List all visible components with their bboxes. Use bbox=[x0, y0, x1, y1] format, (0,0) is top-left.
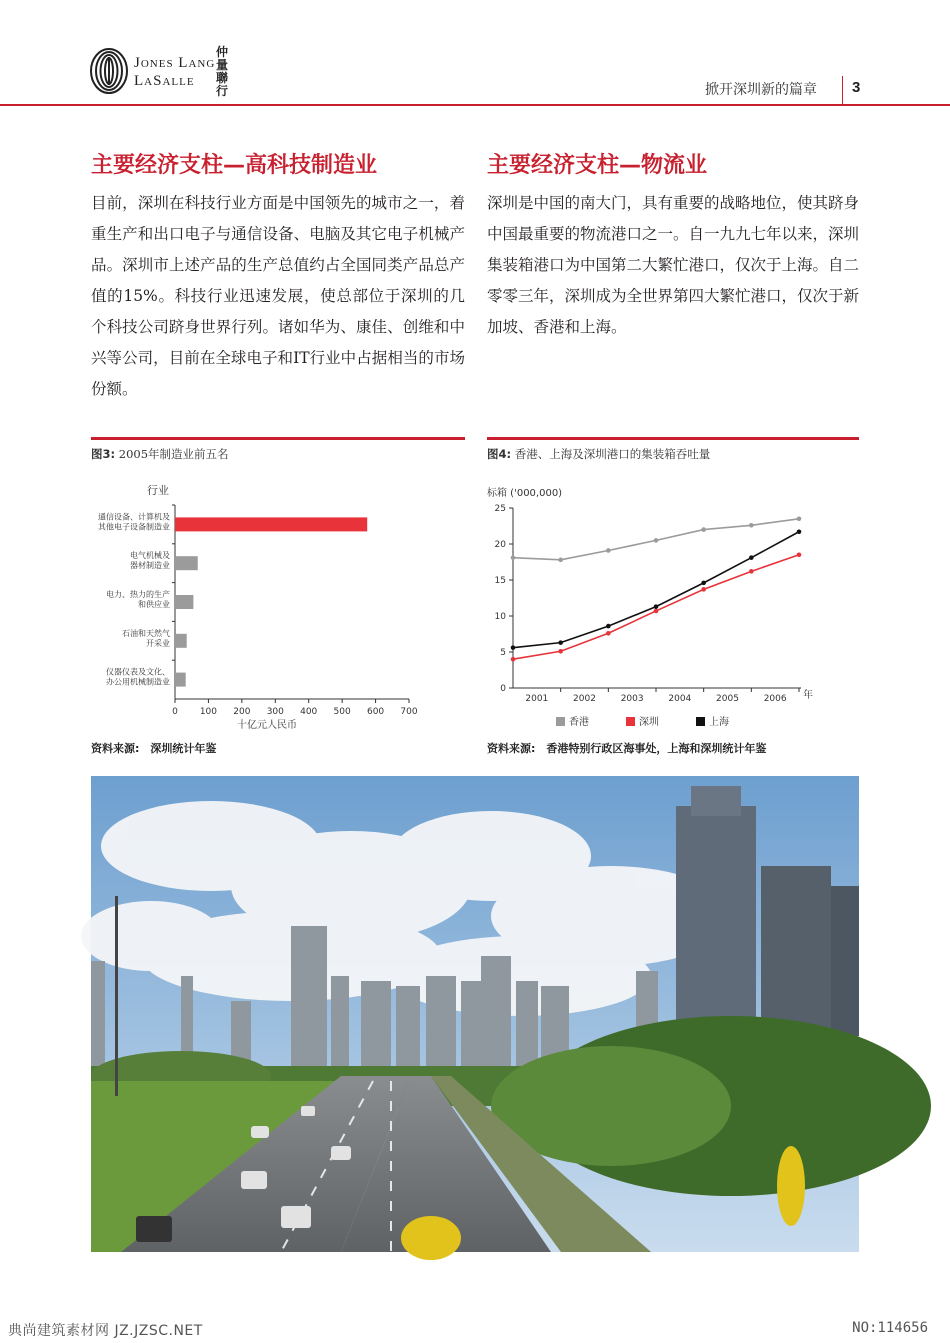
container-throughput-line-chart bbox=[484, 480, 829, 730]
x-tick-label: 2003 bbox=[620, 694, 644, 704]
data-point bbox=[654, 604, 659, 609]
bar-1 bbox=[175, 517, 367, 531]
y-axis-label: 标箱 ('000,000) bbox=[487, 488, 563, 499]
category-label: 石油和天然气 bbox=[122, 628, 170, 638]
y-tick-label: 5 bbox=[500, 648, 506, 658]
y-axis-label: 行业 bbox=[147, 484, 169, 497]
bar-4 bbox=[175, 634, 187, 648]
x-tick-label: 2002 bbox=[573, 694, 596, 704]
data-point bbox=[701, 587, 706, 592]
jll-logo-icon bbox=[90, 48, 128, 94]
section-title: 掀开深圳新的篇章 bbox=[705, 82, 817, 98]
y-tick-label: 15 bbox=[494, 576, 506, 586]
data-point bbox=[558, 649, 563, 654]
footer-watermark-right: NO:114656 bbox=[852, 1320, 928, 1336]
category-label: 和供应业 bbox=[138, 600, 170, 609]
legend-label-1: 香港 bbox=[569, 717, 589, 728]
y-tick-label: 0 bbox=[500, 684, 506, 694]
data-point bbox=[606, 624, 611, 629]
bar-3 bbox=[175, 595, 193, 609]
x-tick-label: 200 bbox=[233, 707, 251, 717]
category-label: 开采业 bbox=[146, 638, 170, 648]
figure3-caption-text: 2005年制造业前五名 bbox=[118, 447, 229, 461]
series-line-3 bbox=[513, 532, 799, 648]
brand-name bbox=[134, 54, 215, 90]
category-label: 其他电子设备制造业 bbox=[98, 522, 170, 532]
header-divider bbox=[842, 76, 843, 104]
figure4-caption-text: 香港、上海及深圳港口的集装箱吞吐量 bbox=[514, 447, 711, 461]
data-point bbox=[511, 645, 516, 650]
x-tick-label: 300 bbox=[266, 707, 284, 717]
header-rule bbox=[0, 104, 950, 106]
figure3-rule bbox=[91, 437, 465, 440]
data-point bbox=[749, 569, 754, 574]
x-axis-label: 十亿元人民币 bbox=[237, 720, 297, 731]
category-label: 通信设备、计算机及 bbox=[98, 512, 170, 522]
data-point bbox=[558, 640, 563, 645]
data-point bbox=[797, 529, 802, 534]
left-section-heading: 主要经济支柱—高科技制造业 bbox=[91, 153, 378, 178]
data-point bbox=[701, 527, 706, 532]
right-body-paragraph: 深圳是中国的南大门，具有重要的战略地位，使其跻身中国最重要的物流港口之一。自一九九七年以来，深圳集装箱港口为中国第二大繁忙港口，仅次于上海。自二零零三年，深圳成为全世界第四大繁忙港口，仅次于新加坡、香港和上海。 bbox=[487, 194, 860, 336]
x-tick-label: 2004 bbox=[668, 694, 692, 704]
x-tick-label: 100 bbox=[199, 707, 218, 717]
bar-2 bbox=[175, 556, 198, 570]
manufacturing-bar-chart bbox=[88, 475, 428, 731]
brand-chinese: 仲量聯行 bbox=[216, 45, 229, 98]
x-tick-label: 2005 bbox=[716, 694, 739, 704]
data-point bbox=[654, 609, 659, 614]
bar-5 bbox=[175, 673, 186, 687]
data-point bbox=[701, 581, 706, 586]
figure3-caption bbox=[91, 446, 229, 462]
data-point bbox=[797, 517, 802, 522]
y-tick-label: 20 bbox=[494, 540, 506, 550]
legend-label-2: 深圳 bbox=[639, 717, 659, 728]
data-point bbox=[511, 657, 516, 662]
data-point bbox=[558, 558, 563, 563]
photo-illustration bbox=[91, 776, 859, 1252]
data-point bbox=[511, 555, 516, 560]
shenzhen-city-photo bbox=[91, 776, 859, 1252]
legend-label-3: 上海 bbox=[709, 717, 729, 728]
legend-swatch-2 bbox=[626, 717, 635, 726]
x-tick-label: 2001 bbox=[525, 694, 549, 704]
brand-line2: LaSalle bbox=[134, 73, 195, 89]
figure4-label: 图4: bbox=[487, 447, 512, 461]
page-number: 3 bbox=[852, 79, 861, 96]
x-axis-label: 年 bbox=[803, 690, 813, 701]
right-section-heading: 主要经济支柱—物流业 bbox=[487, 153, 708, 178]
left-body-paragraph: 目前，深圳在科技行业方面是中国领先的城市之一，着重生产和出口电子与通信设备、电脑及其它电子机械产品。深圳市上述产品的生产总值约占全国同类产品总产值的15%。科技行业迅速发展，使总部位于深圳的几个科技公司跻身世界行列。诸如华为、康佳、创维和中兴等公司，目前在全球电子和IT行业中占据相当的市场份额。 bbox=[91, 194, 465, 398]
x-tick-label: 0 bbox=[172, 707, 178, 717]
category-label: 器材制造业 bbox=[130, 561, 170, 571]
data-point bbox=[749, 555, 754, 560]
data-point bbox=[606, 631, 611, 636]
figure4-source: 资料来源: 香港特别行政区海事处，上海和深圳统计年鉴 bbox=[487, 742, 767, 755]
data-point bbox=[797, 553, 802, 558]
category-label: 电力、热力的生产 bbox=[106, 590, 170, 599]
category-label: 办公用机械制造业 bbox=[106, 677, 170, 687]
category-label: 仪器仪表及文化、 bbox=[106, 667, 170, 677]
brand-line1: Jones Lang bbox=[134, 55, 216, 71]
figure3-label: 图3: bbox=[91, 447, 116, 461]
x-tick-label: 700 bbox=[400, 707, 418, 717]
category-label: 电气机械及 bbox=[130, 551, 170, 561]
x-tick-label: 600 bbox=[366, 707, 385, 717]
figure3-source: 资料来源: 深圳统计年鉴 bbox=[91, 742, 217, 755]
y-tick-label: 10 bbox=[494, 612, 506, 622]
data-point bbox=[654, 538, 659, 543]
legend-swatch-1 bbox=[556, 717, 565, 726]
footer-watermark-left: 典尚建筑素材网 JZ.JZSC.NET bbox=[8, 1323, 203, 1339]
x-tick-label: 2006 bbox=[763, 694, 787, 704]
data-point bbox=[749, 523, 754, 528]
x-tick-label: 400 bbox=[300, 707, 318, 717]
figure4-caption bbox=[487, 446, 710, 462]
y-tick-label: 25 bbox=[494, 504, 506, 514]
legend-swatch-3 bbox=[696, 717, 705, 726]
data-point bbox=[606, 548, 611, 553]
x-tick-label: 500 bbox=[333, 707, 351, 717]
figure4-rule bbox=[487, 437, 859, 440]
